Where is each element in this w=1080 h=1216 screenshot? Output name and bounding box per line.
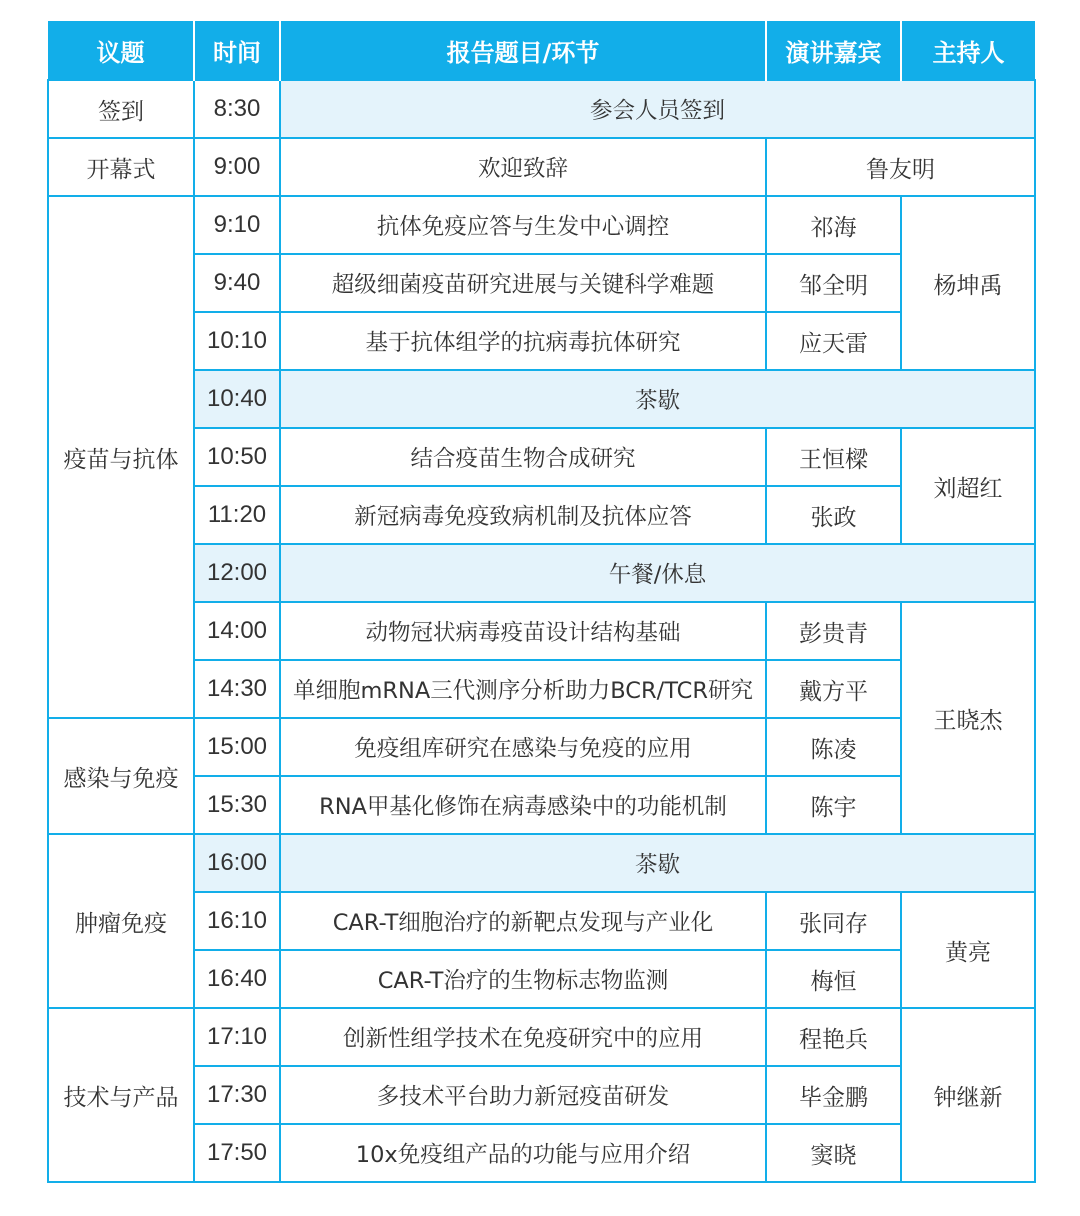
table-row [48, 602, 1035, 660]
title-cell: 午餐/休息 [280, 544, 1035, 602]
host-cell: 黄亮 [901, 892, 1035, 1008]
speaker-cell: 应天雷 [766, 312, 901, 370]
title-cell: 抗体免疫应答与生发中心调控 [280, 196, 766, 254]
table-row [48, 776, 1035, 834]
title-cell: 免疫组库研究在感染与免疫的应用 [280, 718, 766, 776]
title-cell: CAR-T治疗的生物标志物监测 [280, 950, 766, 1008]
title-cell: 创新性组学技术在免疫研究中的应用 [280, 1008, 766, 1066]
header-row [48, 21, 1035, 80]
table-row [48, 138, 1035, 196]
time-cell: 8:30 [194, 80, 280, 138]
speaker-cell: 张同存 [766, 892, 901, 950]
agenda-table [47, 21, 1036, 1183]
title-cell: RNA甲基化修饰在病毒感染中的功能机制 [280, 776, 766, 834]
title-cell: 参会人员签到 [280, 80, 1035, 138]
title-cell: 10x免疫组产品的功能与应用介绍 [280, 1124, 766, 1182]
header-title: 报告题目/环节 [280, 21, 766, 80]
time-cell: 9:00 [194, 138, 280, 196]
table-row [48, 80, 1035, 138]
speaker-cell: 祁海 [766, 196, 901, 254]
host-cell: 钟继新 [901, 1008, 1035, 1182]
title-cell: 动物冠状病毒疫苗设计结构基础 [280, 602, 766, 660]
section-cell: 签到 [48, 80, 194, 138]
time-cell: 16:10 [194, 892, 280, 950]
host-cell: 杨坤禹 [901, 196, 1035, 370]
title-cell: 结合疫苗生物合成研究 [280, 428, 766, 486]
speaker-cell: 陈宇 [766, 776, 901, 834]
time-cell: 10:10 [194, 312, 280, 370]
title-cell: CAR-T细胞治疗的新靶点发现与产业化 [280, 892, 766, 950]
table-row [48, 892, 1035, 950]
time-cell: 15:30 [194, 776, 280, 834]
time-cell: 17:50 [194, 1124, 280, 1182]
title-cell: 茶歇 [280, 834, 1035, 892]
time-cell: 9:10 [194, 196, 280, 254]
time-cell: 15:00 [194, 718, 280, 776]
speaker-cell: 王恒樑 [766, 428, 901, 486]
header-topic: 议题 [48, 21, 194, 80]
speaker-cell: 鲁友明 [766, 138, 1035, 196]
host-cell: 王晓杰 [901, 602, 1035, 834]
header-host: 主持人 [901, 21, 1035, 80]
time-cell: 16:40 [194, 950, 280, 1008]
speaker-cell: 张政 [766, 486, 901, 544]
table-row [48, 486, 1035, 544]
host-cell: 刘超红 [901, 428, 1035, 544]
time-cell: 17:30 [194, 1066, 280, 1124]
time-cell: 11:20 [194, 486, 280, 544]
table-row [48, 428, 1035, 486]
time-cell: 14:30 [194, 660, 280, 718]
table-row [48, 254, 1035, 312]
speaker-cell: 陈凌 [766, 718, 901, 776]
section-cell: 感染与免疫 [48, 718, 194, 834]
table-row [48, 196, 1035, 254]
title-cell: 单细胞mRNA三代测序分析助力BCR/TCR研究 [280, 660, 766, 718]
table-row [48, 370, 1035, 428]
table-row [48, 718, 1035, 776]
speaker-cell: 程艳兵 [766, 1008, 901, 1066]
time-cell: 12:00 [194, 544, 280, 602]
title-cell: 欢迎致辞 [280, 138, 766, 196]
table-row [48, 1066, 1035, 1124]
speaker-cell: 彭贵青 [766, 602, 901, 660]
title-cell: 超级细菌疫苗研究进展与关键科学难题 [280, 254, 766, 312]
time-cell: 16:00 [194, 834, 280, 892]
table-row [48, 950, 1035, 1008]
table-row [48, 312, 1035, 370]
time-cell: 14:00 [194, 602, 280, 660]
table-row [48, 834, 1035, 892]
speaker-cell: 邹全明 [766, 254, 901, 312]
table-row [48, 1008, 1035, 1066]
header-speaker: 演讲嘉宾 [766, 21, 901, 80]
title-cell: 茶歇 [280, 370, 1035, 428]
speaker-cell: 窦晓 [766, 1124, 901, 1182]
speaker-cell: 梅恒 [766, 950, 901, 1008]
section-cell: 疫苗与抗体 [48, 196, 194, 718]
title-cell: 新冠病毒免疫致病机制及抗体应答 [280, 486, 766, 544]
time-cell: 10:40 [194, 370, 280, 428]
time-cell: 9:40 [194, 254, 280, 312]
time-cell: 10:50 [194, 428, 280, 486]
time-cell: 17:10 [194, 1008, 280, 1066]
table-row [48, 1124, 1035, 1182]
section-cell: 肿瘤免疫 [48, 834, 194, 1008]
title-cell: 基于抗体组学的抗病毒抗体研究 [280, 312, 766, 370]
section-cell: 技术与产品 [48, 1008, 194, 1182]
section-cell: 开幕式 [48, 138, 194, 196]
table-row [48, 660, 1035, 718]
speaker-cell: 戴方平 [766, 660, 901, 718]
speaker-cell: 毕金鹏 [766, 1066, 901, 1124]
header-time: 时间 [194, 21, 280, 80]
table-row [48, 544, 1035, 602]
title-cell: 多技术平台助力新冠疫苗研发 [280, 1066, 766, 1124]
